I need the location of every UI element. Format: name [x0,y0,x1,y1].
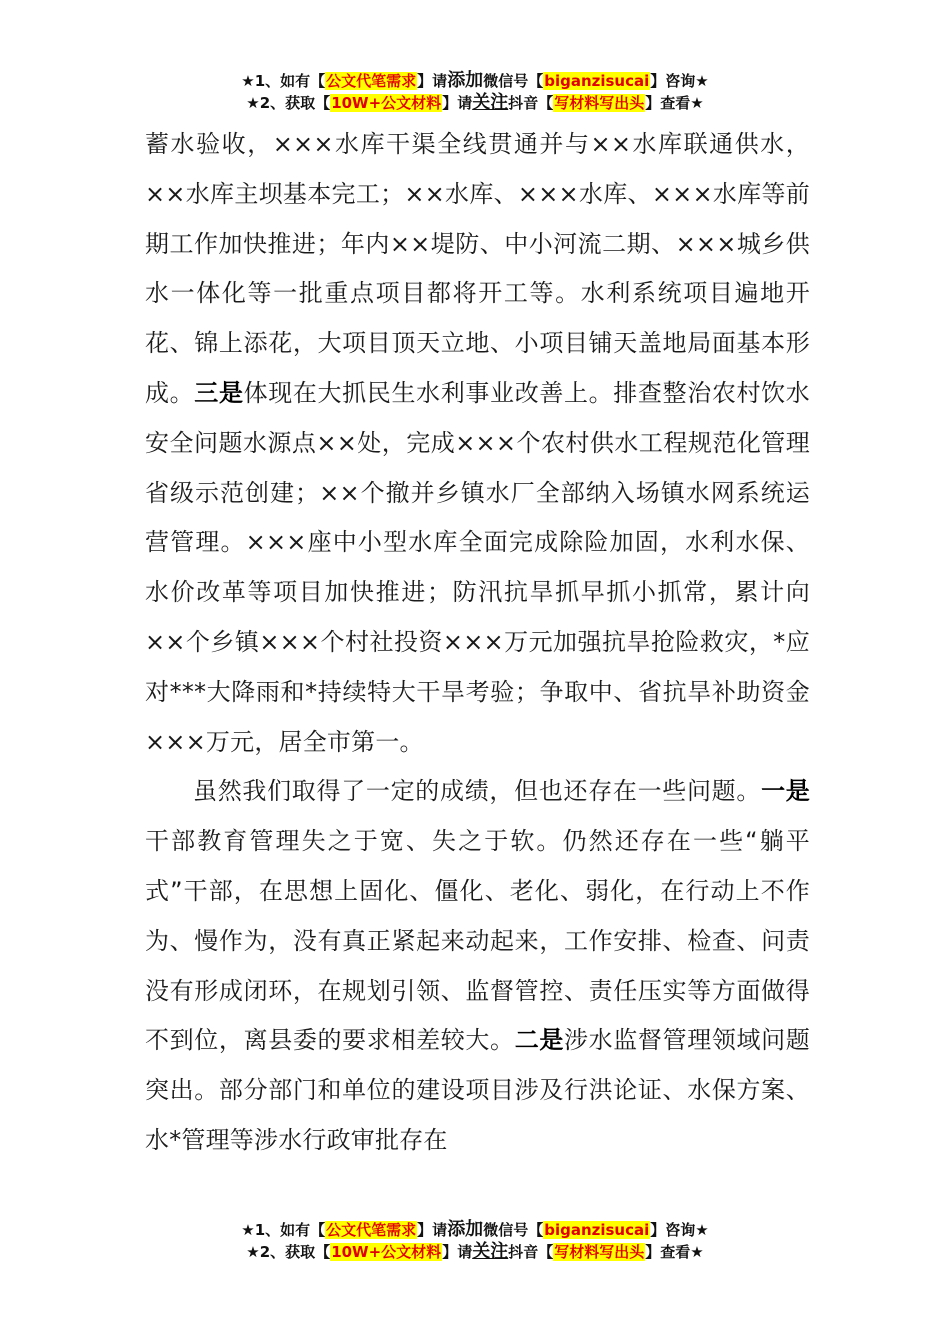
paragraph-text: 干部教育管理失之于宽、失之于软。仍然还存在一些“躺平式”干部，在思想上固化、僵化、老化、弱化，在行动上不作为、慢作为，没有真正紧起来动起来，工作安排、检查、问责没有形成闭环，在规划引领、监督管控、责任压实等方面做得不到位，离县委的要求相差较大。 [145,827,810,1055]
highlight-wechat-id: biganzisucai [544,72,650,90]
banner-line-2 [0,92,950,114]
footer-banner [0,1219,950,1263]
banner-line-2 [0,1241,950,1263]
banner-emphasis: 关注 [472,1241,509,1262]
banner-text: 】查看★ [645,94,704,112]
banner-emphasis: 添加 [447,1219,484,1240]
star-icon: ★ [241,72,255,90]
banner-text: 2、获取【 [259,94,331,112]
highlight-douyin-account: 写材料写出头 [554,94,645,112]
banner-emphasis: 添加 [447,70,484,91]
banner-text: 1、如有【 [254,1221,326,1239]
highlight-materials: 10W+公文材料 [331,94,442,112]
banner-text: 】咨询★ [650,72,709,90]
bold-lead: 三是 [194,378,244,407]
banner-emphasis: 关注 [472,92,509,113]
banner-text: 抖音【 [508,1243,554,1261]
banner-text: 】查看★ [645,1243,704,1261]
banner-line-1 [0,1219,950,1241]
banner-text: 微信号【 [483,1221,544,1239]
banner-text: 抖音【 [508,94,554,112]
star-icon: ★ [241,1221,255,1239]
banner-text: 】请 [417,1221,448,1239]
bold-lead: 二是 [514,1026,564,1055]
paragraph-achievements [145,120,810,767]
highlight-materials: 10W+公文材料 [331,1243,442,1261]
paragraph-text: 虽然我们取得了一定的成绩，但也还存在一些问题。 [193,777,762,806]
banner-text: 】请 [442,1243,473,1261]
banner-text: 2、获取【 [259,1243,331,1261]
highlight-service: 公文代笔需求 [326,72,417,90]
paragraph-text: 涉水监督管理领域问题突出。部分部门和单位的建设项目涉及行洪论证、水保方案、水*管理等涉水行政审批存在 [145,1026,810,1154]
highlight-wechat-id: biganzisucai [544,1221,650,1239]
banner-text: 】咨询★ [650,1221,709,1239]
paragraph-problems [145,767,810,1165]
banner-text: 微信号【 [483,72,544,90]
banner-line-1 [0,70,950,92]
paragraph-text: 体现在大抓民生水利事业改善上。排查整治农村饮水安全问题水源点××处，完成×××个农村供水工程规范化管理省级示范创建；××个撤并乡镇水厂全部纳入场镇水网系统运营管理。×××座中小型水库全面完成除险加固，水利水保、水价改革等项目加快推进；防汛抗旱抓早抓小抓常，累计向××个乡镇×××个村社投资×××万元加强抗旱抢险救灾，*应对***大降雨和*持续特大干旱考验；争取中、省抗旱补助资金×××万元，居全市第一。 [145,378,810,756]
star-icon: ★ [246,1243,260,1261]
star-icon: ★ [246,94,260,112]
banner-text: 1、如有【 [254,72,326,90]
bold-lead: 一是 [761,777,810,806]
highlight-service: 公文代笔需求 [326,1221,417,1239]
document-body [145,120,810,1166]
paragraph-text: 蓄水验收，×××水库干渠全线贯通并与××水库联通供水，××水库主坝基本完工；××水库、×××水库、×××水库等前期工作加快推进；年内××堤防、中小河流二期、×××城乡供水一体化等一批重点项目都将开工等。水利系统项目遍地开花、锦上添花，大项目顶天立地、小项目铺天盖地局面基本形成。 [145,130,810,407]
header-banner [0,70,950,114]
highlight-douyin-account: 写材料写出头 [554,1243,645,1261]
banner-text: 】请 [442,94,473,112]
banner-text: 】请 [417,72,448,90]
